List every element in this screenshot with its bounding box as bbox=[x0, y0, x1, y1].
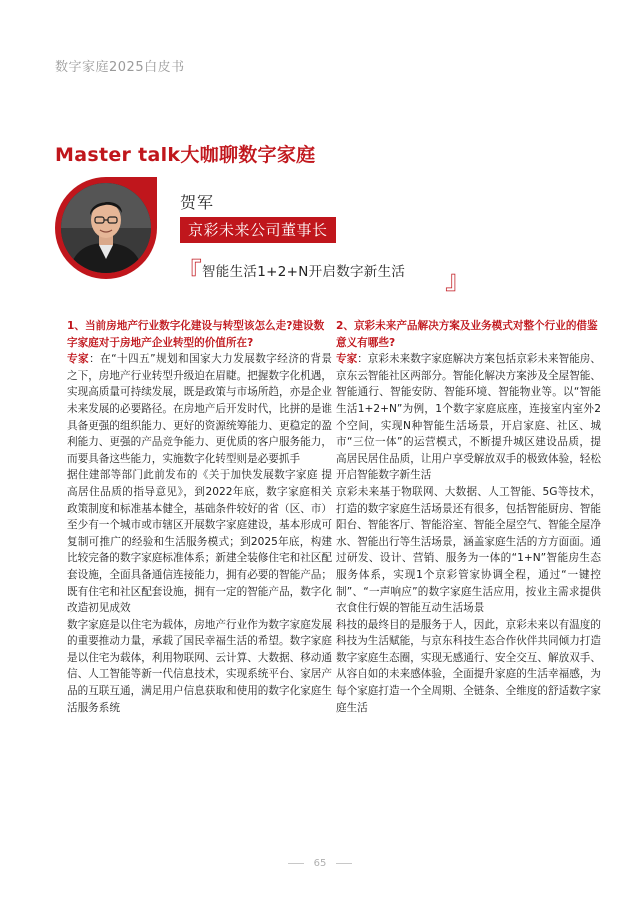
quote-close-mark: 』 bbox=[444, 266, 471, 296]
quote-open-mark: 『 bbox=[176, 258, 203, 288]
running-header: 数字家庭2025白皮书 bbox=[55, 60, 185, 75]
page-footer bbox=[0, 858, 640, 869]
question-2: 2、京彩未来产品解决方案及业务模式对整个行业的借鉴意义有哪些? bbox=[336, 320, 598, 349]
answer-1-para-2: 据住建部等部门此前发布的《关于加快发展数字家庭 提高居住品质的指导意见》，到2022年底，数字家庭相关政策制度和标准基本健全，基础条件较好的省（区、市）至少有一个城市或市辖区开展数字家庭建设，基本形成可复制可推广的经验和生活服务模式；到2025年底，构建比较完备的数字家庭标准体系；新建全装修住宅和社区配套设施，全面具备通信连接能力，拥有必要的智能产品；既有住宅和社区配套设施，拥有一定的智能产品，数字化改造初见成效 bbox=[67, 469, 332, 615]
left-column bbox=[67, 318, 332, 716]
answer-1-intro bbox=[67, 351, 332, 467]
answer-1-text: ：在“十四五”规划和国家大力发展数字经济的背景之下，房地产行业转型升级迫在眉睫。把握数字化机遇，实现高质量可持续发展，既是政策与市场所趋，亦是企业未来发展的必要路径。在房地产后开发时代，比拼的是谁具备更强的组织能力、更好的资源统筹能力、更稳定的盈利能力、更强的产品竞争能力、更优质的客户服务能力，而要具备这些能力，实施数字化转型则是必要抓手 bbox=[67, 353, 333, 465]
answer-2-para-3: 科技的最终目的是服务于人，因此，京彩未来以有温度的科技为生活赋能，与京东科技生态合作伙伴共同倾力打造数字家庭生态圈，实现无感通行、安全交互、解放双手、从容自如的未来感体验，全面提升家庭的生活幸福感，为每个家庭打造一个全周期、全链条、全维度的舒适数字家庭生活 bbox=[336, 618, 601, 714]
page-number: 65 bbox=[313, 858, 327, 869]
section-title: Master talk大咖聊数字家庭 bbox=[55, 144, 316, 166]
answer-1-para-3: 数字家庭是以住宅为载体，房地产行业作为数字家庭发展的重要推动力量，承载了国民幸福生活的希望。数字家庭是以住宅为载体，利用物联网、云计算、大数据、移动通信、人工智能等新一代信息技术，实现系统平台、家居产品的互联互通，满足用户信息获取和使用的数字化家庭生活服务系统 bbox=[67, 618, 332, 714]
answer-2-intro bbox=[336, 351, 601, 484]
expert-label: 专家 bbox=[67, 353, 90, 366]
right-column bbox=[336, 318, 601, 716]
speaker-slogan: 智能生活1+2+N开启数字新生活 bbox=[202, 264, 406, 280]
speaker-name: 贺军 bbox=[180, 193, 215, 212]
question-1: 1、当前房地产行业数字化建设与转型该怎么走?建设数字家庭对于房地产企业转型的价值所在? bbox=[67, 320, 325, 349]
speaker-role-badge: 京彩未来公司董事长 bbox=[180, 217, 336, 243]
expert-label: 专家 bbox=[336, 353, 358, 366]
footer-dash-left bbox=[288, 863, 304, 864]
slogan-quote bbox=[176, 254, 471, 296]
avatar-frame bbox=[55, 177, 157, 279]
portrait-image bbox=[61, 183, 151, 273]
footer-dash-right bbox=[336, 863, 352, 864]
answer-2-text: ：京彩未来数字家庭解决方案包括京彩未来智能房、京东云智能社区两部分。智能化解决方案涉及全屋智能、智能通行、智能安防、智能环境、智能物业等。以“智能生活1+2+N”为例，1个数字家庭底座，连接室内室外2个空间，实现N种智能生活场景，开启家庭、社区、城市“三位一体”的运营模式，不断提升城区建设品质，提高居民居住品质，让用户享受解放双手的极致体验，轻松开启智能数字新生活 bbox=[336, 353, 602, 482]
avatar bbox=[61, 183, 151, 273]
answer-2-para-2: 京彩未来基于物联网、大数据、人工智能、5G等技术，打造的数字家庭生活场景还有很多，包括智能厨房、智能阳台、智能客厅、智能浴室、智能全屋空气、智能全屋净水、智能出行等生活场景，涵盖家庭生活的方方面面。通过研发、设计、营销、服务为一体的“1+N”智能房生态服务体系，实现1个京彩管家协调全程，通过“一键控制”、“一声响应”的数字家庭生活应用，按业主需求提供衣食住行娱的智能互动生活场景 bbox=[336, 485, 601, 615]
